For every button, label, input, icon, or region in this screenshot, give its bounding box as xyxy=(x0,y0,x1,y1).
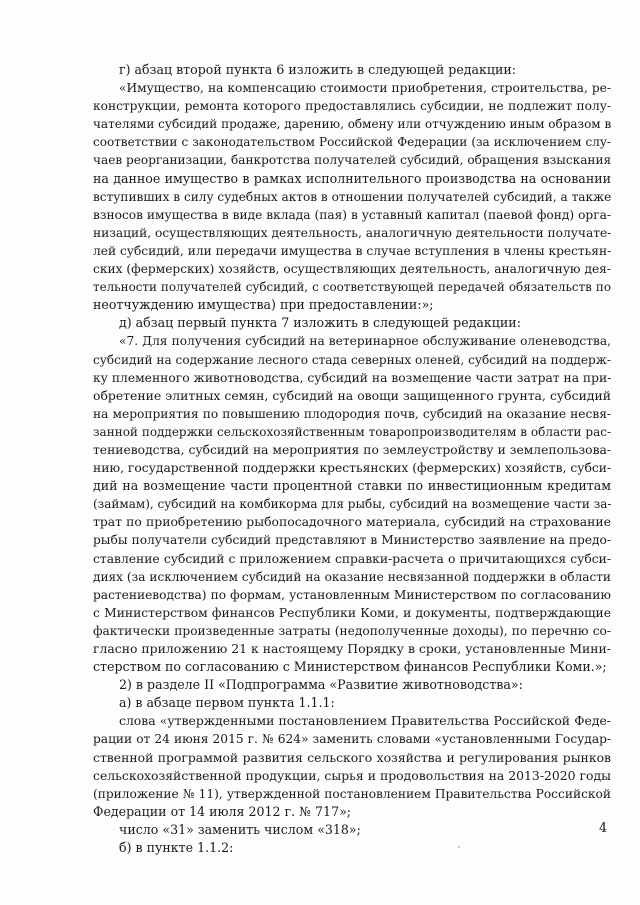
text-line: занной поддержки сельскохозяйственным товаропроизводителям в области рас- xyxy=(93,424,611,439)
text-line: ставление субсидий с приложением справки-расчета о причитающихся субси- xyxy=(93,551,611,566)
text-line: г) абзац второй пункта 6 изложить в следующей редакции: xyxy=(119,62,517,77)
text-line: низаций, осуществляющих деятельность, аналогичную деятельности получате- xyxy=(93,225,612,240)
text-line: а) в абзаце первом пункта 1.1.1: xyxy=(119,695,335,711)
text-line: стерством по согласованию с Министерством финансов Республики Коми.»; xyxy=(93,659,607,675)
text-line: обретение элитных семян, субсидий на овощи защищенного грунта, субсидий xyxy=(93,387,611,403)
page-number: 4 xyxy=(599,820,608,835)
text-line: трат по приобретению рыбопосадочного материала, субсидий на страхование xyxy=(93,514,611,530)
text-line: взносов имущества в виде вклада (пая) в уставный капитал (паевой фонд) орга- xyxy=(93,207,611,222)
text-line: ственной программой развития сельского хозяйства и регулирования рынков xyxy=(93,749,611,765)
text-line: нию, государственной поддержки крестьянских (фермерских) хозяйств, субси- xyxy=(93,461,612,476)
text-line: «7. Для получения субсидий на ветеринарное обслуживание оленеводства, xyxy=(119,334,611,349)
text-line: чаев реорганизации, банкротства получателей субсидий, обращения взыскания xyxy=(93,153,612,168)
text-line: диях (за исключением субсидий на оказание несвязанной поддержки в области xyxy=(93,569,611,584)
text-line: лей субсидий, или передачи имущества в случае вступления в члены крестьян- xyxy=(93,243,612,258)
text-line: д) абзац первый пункта 7 изложить в следующей редакции: xyxy=(119,315,521,331)
document-body xyxy=(93,61,611,857)
text-line: слова «утвержденными постановлением Правительства Российской Феде- xyxy=(119,713,611,729)
text-line: б) в пункте 1.1.2: xyxy=(119,840,234,856)
text-line: соответствии с законодательством Российской Федерации (за исключением слу- xyxy=(93,135,611,150)
scan-speck xyxy=(458,846,460,848)
text-line: на мероприятия по повышению плодородия почв, субсидий на оказание несвя- xyxy=(93,406,611,421)
text-line: «Имущество, на компенсацию стоимости приобретения, строительства, ре- xyxy=(119,81,611,96)
text-line: сельскохозяйственной продукции, сырья и продовольствия на 2013-2020 годы xyxy=(93,767,611,783)
text-line: рыбы получатели субсидий представляют в Министерство заявление на предо- xyxy=(93,533,611,548)
text-line: чателями субсидий продаже, дарению, обмену или отчуждению иным образом в xyxy=(93,117,612,132)
text-line: гласно приложению 21 к настоящему Порядку в сроки, установленные Мини- xyxy=(93,641,611,656)
text-line: тениеводства, субсидий на мероприятия по землеустройству и землепользова- xyxy=(93,442,611,457)
text-line: (приложение № 11), утвержденной постановлением Правительства Российской xyxy=(93,786,611,801)
text-line: ских (фермерских) хозяйств, осуществляющих деятельность, аналогичную дея- xyxy=(93,262,611,277)
text-line: фактически произведенные затраты (недополученные доходы), по перечню со- xyxy=(93,623,611,638)
text-line: неотчуждению имущества) при предоставлении:»; xyxy=(93,297,434,313)
text-line: дий на возмещение части процентной ставки по инвестиционным кредитам xyxy=(93,478,611,494)
text-line: 2) в разделе II «Подпрограмма «Развитие животноводства»: xyxy=(119,677,523,693)
text-line: число «31» заменить числом «318»; xyxy=(119,821,361,837)
text-line: Федерации от 14 июля 2012 г. № 717»; xyxy=(93,803,352,819)
text-line: (займам), субсидий на комбикорма для рыбы, субсидий на возмещение части за- xyxy=(93,497,612,512)
text-line: вступивших в силу судебных актов в отношении получателей субсидий, а также xyxy=(93,189,612,204)
text-line: растениеводства) по формам, установленным Министерством по согласованию xyxy=(93,587,611,602)
text-line: субсидий на содержание лесного стада северных оленей, субсидий на поддерж- xyxy=(93,352,611,367)
text-line: рации от 24 июня 2015 г. № 624» заменить словами «установленными Государ- xyxy=(93,732,611,747)
text-line: с Министерством финансов Республики Коми, и документы, подтверждающие xyxy=(93,605,611,620)
text-line: тельности получателей субсидий, с соответствующей передачей обязательств по xyxy=(93,280,611,295)
text-line: конструкции, ремонта которого предоставлялись субсидии, не подлежит полу- xyxy=(93,99,611,114)
text-line: ку племенного животноводства, субсидий на возмещение части затрат на при- xyxy=(93,370,612,385)
text-line: на данное имущество в рамках исполнительного производства на основании xyxy=(93,170,611,186)
